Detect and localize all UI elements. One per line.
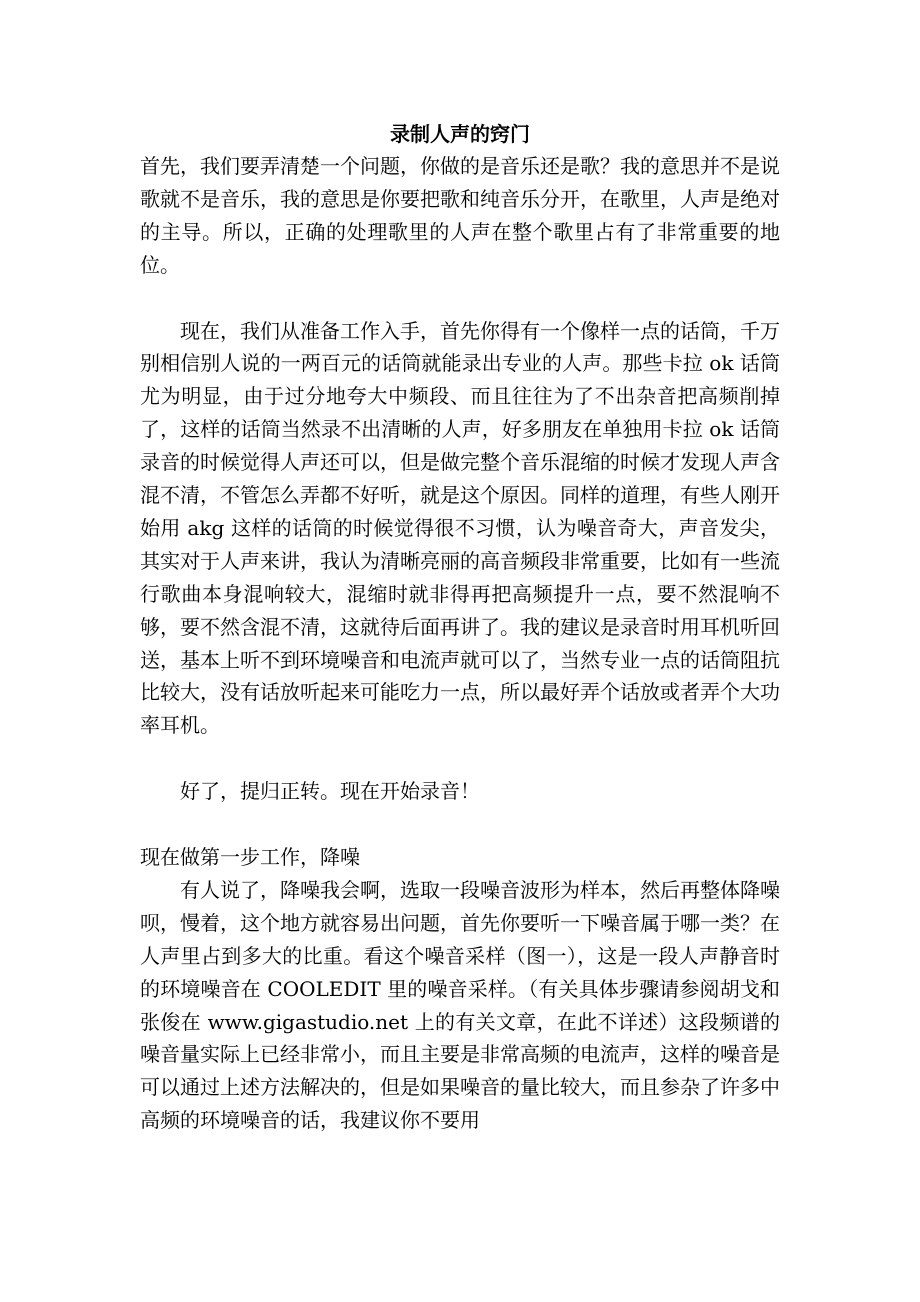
- paragraph-start-recording: 好了，提归正转。现在开始录音！: [180, 779, 480, 804]
- paragraph-gap: [140, 742, 780, 775]
- section-heading-noise-reduction: 现在做第一步工作，降噪: [140, 844, 360, 869]
- paragraph-intro: 首先，我们要弄清楚一个问题，你做的是音乐还是歌？我的意思并不是说歌就不是音乐，我的意思是你要把歌和纯音乐分开，在歌里，人声是绝对的主导。所以，正确的处理歌里的人声在整个歌里占有了非常重要的地位。: [140, 154, 780, 277]
- document-title: 录制人声的窍门: [390, 122, 530, 146]
- paragraph-gap: [140, 808, 780, 841]
- paragraph-noise-reduction: 有人说了，降噪我会啊，选取一段噪音波形为样本，然后再整体降噪呗，慢着，这个地方就容易出问题，首先你要听一下噪音属于哪一类？在人声里占到多大的比重。看这个噪音采样（图一），这是一段人声静音时的环境噪音在 COOLEDIT 里的噪音采样。（有关具体步骤请参阅胡戈和张俊在 www.gigastudio.net 上的有关文章，在此不详述）这段频谱的噪音量实际上已经非常小，而且主要是非常高频的电流声，这样的噪音是可以通过上述方法解决的，但是如果噪音的量比较大，而且参杂了许多中高频的环境噪音的话，我建议你不要用: [140, 877, 780, 1133]
- document-page: [140, 118, 780, 1137]
- paragraph-gap: [140, 282, 780, 315]
- paragraph-preparation: 现在，我们从准备工作入手，首先你得有一个像样一点的话筒，千万别相信别人说的一两百元的话筒就能录出专业的人声。那些卡拉 ok 话筒尤为明显，由于过分地夸大中频段、而且往往为了不出杂音把高频削掉了，这样的话筒当然录不出清晰的人声，好多朋友在单独用卡拉 ok 话筒录音的时候觉得人声还可以，但是做完整个音乐混缩的时候才发现人声含混不清，不管怎么弄都不好听，就是这个原因。同样的道理，有些人刚开始用 akg 这样的话筒的时候觉得很不习惯，认为噪音奇大，声音发尖，其实对于人声来讲，我认为清晰亮丽的高音频段非常重要，比如有一些流行歌曲本身混响较大，混缩时就非得再把高频提升一点，要不然混响不够，要不然含混不清，这就待后面再讲了。我的建议是录音时用耳机听回送，基本上听不到环境噪音和电流声就可以了，当然专业一点的话筒阻抗比较大，没有话放听起来可能吃力一点，所以最好弄个话放或者弄个大功率耳机。: [140, 318, 780, 738]
